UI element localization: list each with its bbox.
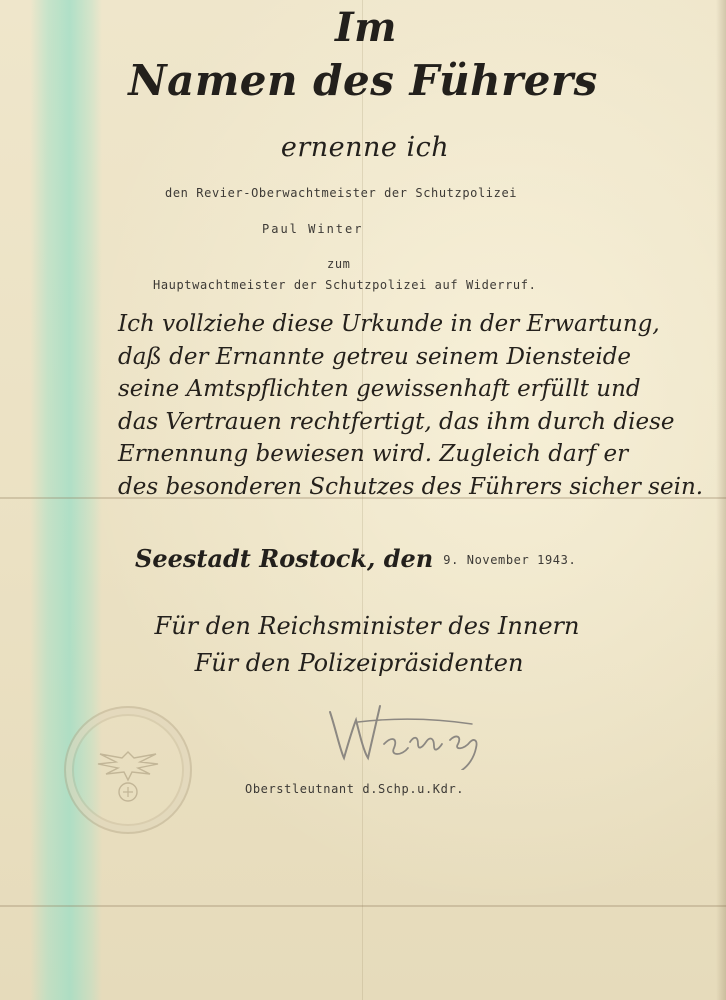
heading-ernenne: ernenne ich: [280, 132, 450, 163]
heading-im: Im: [334, 4, 398, 51]
body-line: seine Amtspflichten gewissenhaft erfüllt und: [118, 376, 641, 402]
date-place: Seestadt Rostock, den: [135, 544, 434, 573]
fold-line-bottom: [0, 905, 726, 907]
body-line: das Vertrauen rechtfertigt, das ihm durch diese: [118, 408, 675, 435]
body-line: Ernennung bewiesen wird. Zugleich darf er: [118, 441, 629, 467]
date-value: 9. November 1943.: [443, 553, 577, 567]
body-paragraph: [118, 308, 704, 503]
connector-zum: zum: [327, 257, 351, 271]
body-line: Ich vollziehe diese Urkunde in der Erwartung,: [118, 311, 660, 337]
body-line: des besonderen Schutzes des Führers sicher sein.: [118, 473, 704, 500]
current-rank: den Revier-Oberwachtmeister der Schutzpolizei: [165, 186, 518, 200]
signatory-title: Oberstleutnant d.Schp.u.Kdr.: [245, 782, 465, 796]
authority-police-president: Für den Polizeipräsidenten: [194, 649, 524, 677]
handwritten-signature: [322, 700, 502, 770]
authority-minister: Für den Reichsminister des Innern: [154, 612, 580, 640]
appointee-name: Paul Winter: [262, 222, 364, 236]
new-rank: Hauptwachtmeister der Schutzpolizei auf Widerruf.: [153, 278, 537, 292]
embossed-seal: [64, 706, 192, 834]
body-line: daß der Ernannte getreu seinem Diensteide: [118, 343, 632, 370]
date-line: [135, 544, 576, 573]
heading-title: Namen des Führers: [128, 56, 598, 105]
eagle-seal-icon: [66, 708, 190, 832]
